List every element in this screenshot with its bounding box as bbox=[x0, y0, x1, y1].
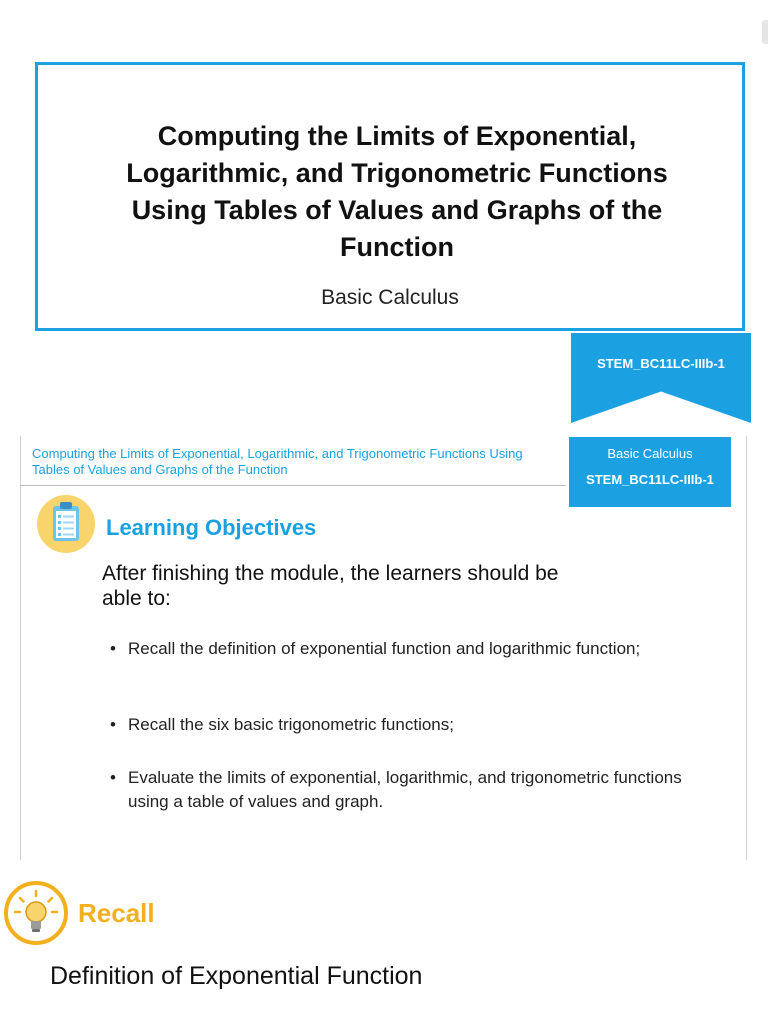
recall-heading: Recall bbox=[78, 898, 155, 928]
badge-subject: Basic Calculus bbox=[607, 446, 693, 461]
clipboard-checklist-icon bbox=[35, 493, 97, 555]
bullet-dot: • bbox=[110, 768, 116, 787]
slide-border-left bbox=[20, 436, 21, 860]
section-heading: Learning Objectives bbox=[106, 515, 317, 540]
list-item-text: Recall the definition of exponential function and logarithmic function; bbox=[128, 639, 641, 658]
list-item-text: Recall the six basic trigonometric functions; bbox=[128, 715, 454, 734]
intro-text: After finishing the module, the learners should be able to: bbox=[102, 562, 559, 610]
list-item bbox=[110, 766, 688, 814]
bullet-dot: • bbox=[110, 639, 116, 658]
list-item-text: Evaluate the limits of exponential, logarithmic, and trigonometric functions using a table of values and graph. bbox=[128, 768, 682, 811]
badge-code: STEM_BC11LC-IIIb-1 bbox=[586, 472, 714, 487]
bullet-dot: • bbox=[110, 715, 116, 734]
definition-heading: Definition of Exponential Function bbox=[50, 962, 423, 990]
header-divider bbox=[20, 485, 566, 486]
list-item bbox=[110, 713, 688, 737]
slide-border-right bbox=[746, 436, 747, 860]
code-ribbon bbox=[571, 333, 751, 423]
list-item bbox=[110, 637, 688, 661]
title-subject: Basic Calculus bbox=[321, 286, 459, 309]
slide-header-title: Computing the Limits of Exponential, Logarithmic, and Trigonometric Functions Using Tables of Values and Graphs of the Function bbox=[32, 446, 523, 477]
lightbulb-icon bbox=[3, 880, 69, 946]
page-title: Computing the Limits of Exponential, Logarithmic, and Trigonometric Functions Using Tables of Values and Graphs of the Function bbox=[126, 121, 668, 262]
page-edge-tab bbox=[762, 20, 768, 44]
ribbon-code-label: STEM_BC11LC-IIIb-1 bbox=[597, 356, 725, 371]
